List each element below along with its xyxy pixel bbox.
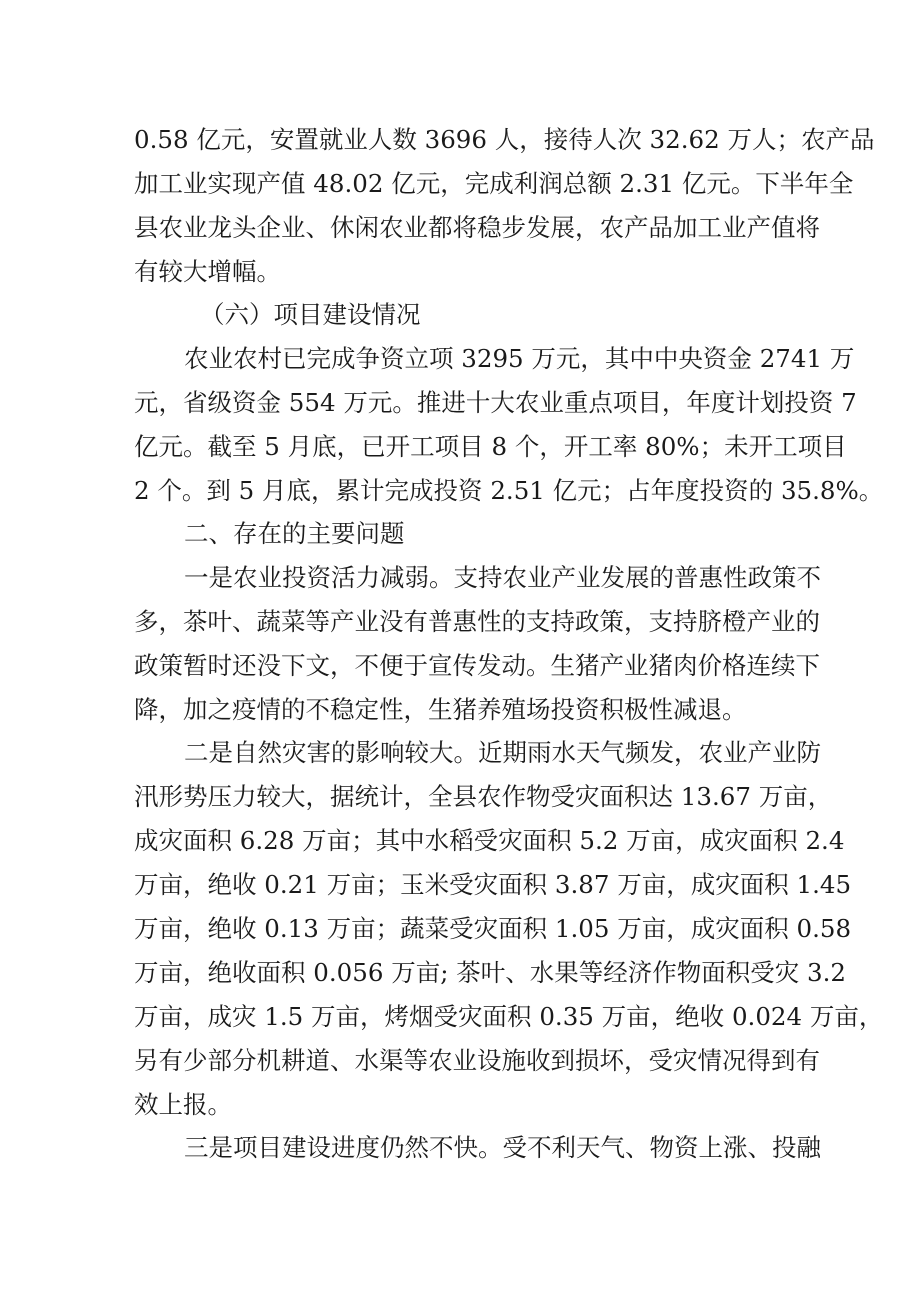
paragraph-line: 万亩，绝收 0.21 万亩；玉米受灾面积 3.87 万亩，成灾面积 1.45: [134, 870, 852, 899]
paragraph-line: 一是农业投资活力减弱。支持农业产业发展的普惠性政策不: [184, 563, 821, 592]
paragraph-line: 成灾面积 6.28 万亩；其中水稻受灾面积 5.2 万亩，成灾面积 2.4: [134, 826, 845, 855]
section-heading: 二、存在的主要问题: [184, 519, 405, 548]
paragraph-line: 县农业龙头企业、休闲农业都将稳步发展，农产品加工业产值将: [134, 213, 820, 242]
paragraph-line: 有较大增幅。: [134, 257, 281, 286]
paragraph-line: 多，茶叶、蔬菜等产业没有普惠性的支持政策，支持脐橙产业的: [134, 607, 820, 636]
paragraph-line: 降，加之疫情的不稳定性，生猪养殖场投资积极性减退。: [134, 695, 747, 724]
paragraph-line: 效上报。: [134, 1090, 232, 1119]
paragraph-line: 加工业实现产值 48.02 亿元，完成利润总额 2.31 亿元。下半年全: [134, 169, 854, 198]
paragraph-line: 万亩，绝收面积 0.056 万亩; 茶叶、水果等经济作物面积受灾 3.2: [134, 958, 847, 987]
paragraph-line: 政策暂时还没下文，不便于宣传发动。生猪产业猪肉价格连续下: [134, 651, 820, 680]
paragraph-line: 0.58 亿元，安置就业人数 3696 人，接待人次 32.62 万人；农产品: [134, 125, 875, 154]
section-subheading: （六）项目建设情况: [200, 300, 421, 329]
paragraph-line: 二是自然灾害的影响较大。近期雨水天气频发，农业产业防: [184, 738, 821, 767]
paragraph-line: 万亩，绝收 0.13 万亩；蔬菜受灾面积 1.05 万亩，成灾面积 0.58: [134, 914, 852, 943]
paragraph-line: 元，省级资金 554 万元。推进十大农业重点项目，年度计划投资 7: [134, 388, 857, 417]
paragraph-line: 万亩，成灾 1.5 万亩，烤烟受灾面积 0.35 万亩，绝收 0.024 万亩，: [134, 1002, 884, 1031]
paragraph-line: 2 个。到 5 月底，累计完成投资 2.51 亿元；占年度投资的 35.8%。: [134, 476, 884, 505]
paragraph-line: 三是项目建设进度仍然不快。受不利天气、物资上涨、投融: [184, 1133, 821, 1162]
paragraph-line: 农业农村已完成争资立项 3295 万元，其中中央资金 2741 万: [184, 344, 855, 373]
paragraph-line: 另有少部分机耕道、水渠等农业设施收到损坏，受灾情况得到有: [134, 1046, 820, 1075]
paragraph-line: 汛形势压力较大，据统计，全县农作物受灾面积达 13.67 万亩，: [134, 782, 833, 811]
paragraph-line: 亿元。截至 5 月底，已开工项目 8 个，开工率 80%；未开工项目: [134, 432, 847, 461]
